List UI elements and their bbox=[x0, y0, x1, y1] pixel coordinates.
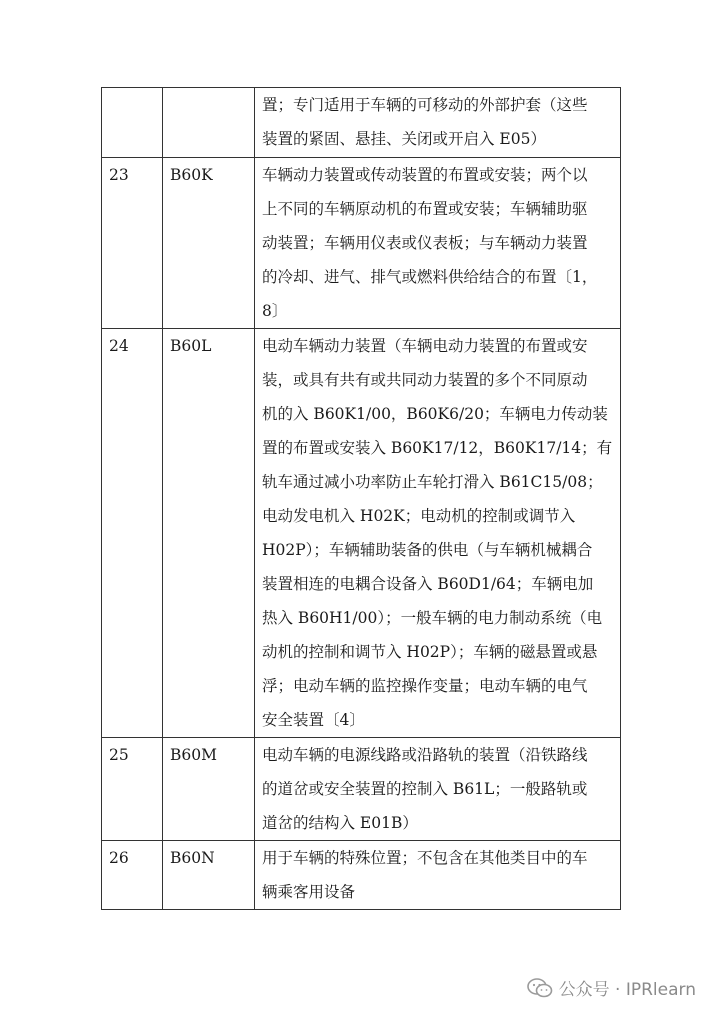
watermark bbox=[527, 975, 696, 1000]
description-line: 装置相连的电耦合设备入 B60D1/64；车辆电加 bbox=[262, 575, 594, 593]
class-description bbox=[255, 88, 621, 158]
description-line: 浮；电动车辆的监控操作变量；电动车辆的电气 bbox=[262, 677, 588, 695]
row-number: 26 bbox=[102, 841, 163, 910]
description-line: 动机的控制和调节入 H02P）；车辆的磁悬置或悬 bbox=[262, 643, 598, 661]
description-line: 电动车辆动力装置（车辆电动力装置的布置或安 bbox=[262, 337, 588, 355]
description-line: 装置的紧固、悬挂、关闭或开启入 E05） bbox=[262, 130, 546, 148]
table-row bbox=[102, 329, 621, 738]
table-row bbox=[102, 738, 621, 841]
description-line: 用于车辆的特殊位置；不包含在其他类目中的车 bbox=[262, 849, 588, 867]
class-code: B60K bbox=[163, 158, 255, 329]
class-description bbox=[255, 841, 621, 910]
class-description bbox=[255, 158, 621, 329]
row-number: 24 bbox=[102, 329, 163, 738]
description-line: 电动车辆的电源线路或沿路轨的装置（沿铁路线 bbox=[262, 746, 588, 764]
description-line: 动装置；车辆用仪表或仪表板；与车辆动力装置 bbox=[262, 234, 588, 252]
class-code: B60L bbox=[163, 329, 255, 738]
description-line: 置的布置或安装入 B60K17/12，B60K17/14；有 bbox=[262, 439, 613, 457]
description-line: H02P）；车辆辅助装备的供电（与车辆机械耦合 bbox=[262, 541, 593, 559]
class-description bbox=[255, 329, 621, 738]
class-code bbox=[163, 88, 255, 158]
description-line: 辆乘客用设备 bbox=[262, 883, 356, 901]
description-line: 道岔的结构入 E01B） bbox=[262, 814, 418, 832]
description-line: 置；专门适用于车辆的可移动的外部护套（这些 bbox=[262, 96, 588, 114]
description-line: 装，或具有共有或共同动力装置的多个不同原动 bbox=[262, 371, 588, 389]
description-line: 轨车通过减小功率防止车轮打滑入 B61C15/08； bbox=[262, 473, 603, 491]
description-line: 的道岔或安全装置的控制入 B61L；一般路轨或 bbox=[262, 780, 588, 798]
description-line: 上不同的车辆原动机的布置或安装；车辆辅助驱 bbox=[262, 200, 588, 218]
class-code: B60M bbox=[163, 738, 255, 841]
description-line: 车辆动力装置或传动装置的布置或安装；两个以 bbox=[262, 166, 588, 184]
description-line: 的冷却、进气、排气或燃料供给结合的布置〔1， bbox=[262, 268, 598, 286]
row-number: 23 bbox=[102, 158, 163, 329]
row-number: 25 bbox=[102, 738, 163, 841]
description-line: 电动发电机入 H02K；电动机的控制或调节入 bbox=[262, 507, 576, 525]
description-line: 8〕 bbox=[262, 302, 288, 320]
class-code: B60N bbox=[163, 841, 255, 910]
table-row bbox=[102, 841, 621, 910]
class-description bbox=[255, 738, 621, 841]
description-line: 热入 B60H1/00）；一般车辆的电力制动系统（电 bbox=[262, 609, 603, 627]
wechat-icon bbox=[527, 978, 553, 998]
row-number bbox=[102, 88, 163, 158]
description-line: 安全装置〔4〕 bbox=[262, 711, 365, 729]
classification-table bbox=[101, 87, 621, 910]
table-row bbox=[102, 88, 621, 158]
watermark-text: 公众号 · IPRlearn bbox=[558, 980, 696, 1000]
description-line: 机的入 B60K1/00，B60K6/20；车辆电力传动装 bbox=[262, 405, 608, 423]
table-row bbox=[102, 158, 621, 329]
